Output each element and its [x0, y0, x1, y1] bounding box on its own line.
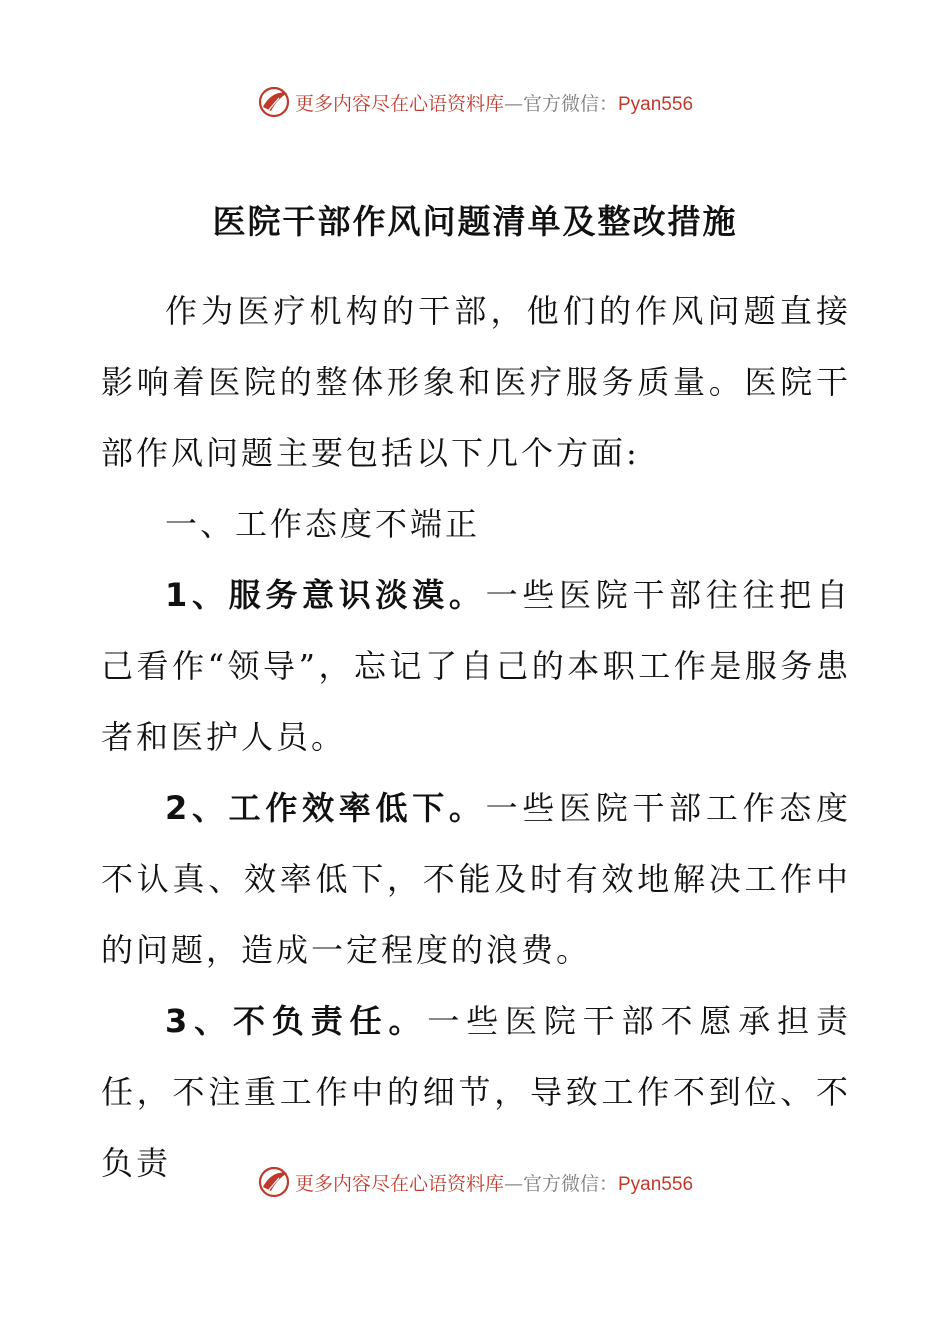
watermark-site-name: 更多内容尽在心语资料库 [294, 1172, 504, 1195]
item-body: 一些医院干部工作态度不认真、效率低下，不能及时有效地解决工作中的问题，造成一定程度的浪费。 [101, 789, 851, 969]
list-item [101, 560, 851, 773]
watermark-dash: — [503, 92, 523, 115]
document-body [101, 276, 851, 1199]
feather-swirl-logo-icon [257, 85, 291, 119]
item-lead: 2、工作效率低下。 [165, 789, 486, 827]
list-item [101, 773, 851, 986]
watermark-footer [0, 1162, 950, 1202]
item-lead: 3、不负责任。 [165, 1002, 428, 1040]
item-lead: 1、服务意识淡漠。 [165, 576, 486, 614]
section-heading-1: 一、工作态度不端正 [165, 505, 481, 543]
feather-swirl-logo-icon [257, 1165, 291, 1199]
watermark-text [295, 1169, 693, 1196]
watermark-site-name: 更多内容尽在心语资料库 [294, 92, 504, 115]
watermark-text [295, 89, 693, 116]
watermark-wechat-id: Pyan556 [618, 1173, 694, 1195]
watermark-wechat-id: Pyan556 [618, 93, 694, 115]
watermark-wechat-label: 官方微信： [522, 92, 618, 115]
item-body: 一些医院干部往往把自己看作“领导”，忘记了自己的本职工作是服务患者和医护人员。 [101, 576, 851, 756]
watermark-header [0, 82, 950, 122]
document-title: 医院干部作风问题清单及整改措施 [212, 202, 738, 241]
watermark-wechat-label: 官方微信： [522, 1172, 618, 1195]
watermark-dash: — [503, 1172, 523, 1195]
intro-paragraph: 作为医疗机构的干部，他们的作风问题直接影响着医院的整体形象和医疗服务质量。医院干部作风问题主要包括以下几个方面: [101, 292, 851, 472]
item-body: 一些医院干部不愿承担责任，不注重工作中的细节，导致工作不到位、不负责 [101, 1002, 851, 1182]
